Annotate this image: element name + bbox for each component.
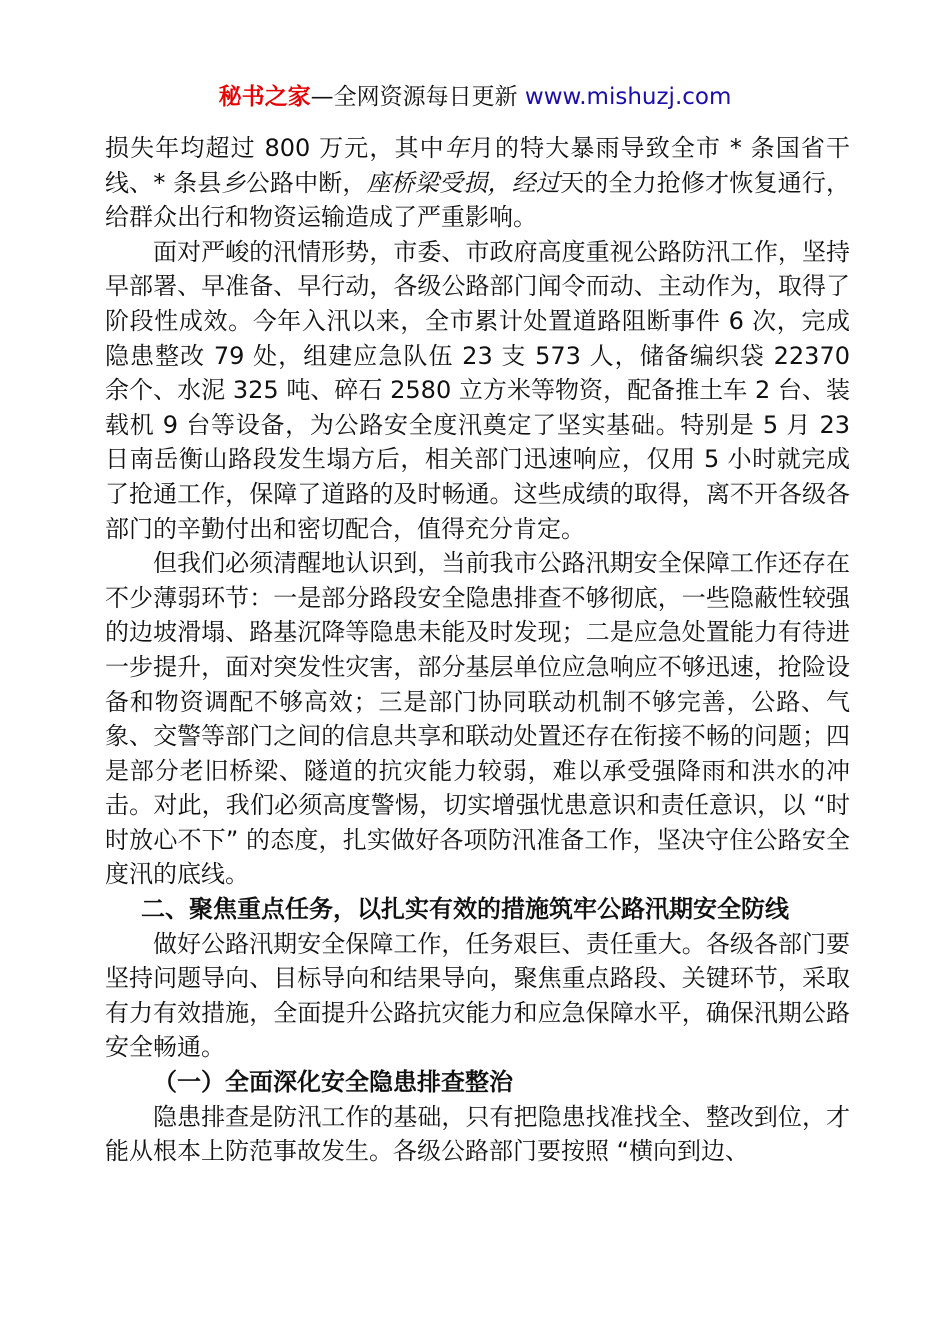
paragraph-1-italic-c: 座桥梁受损，经过 xyxy=(366,168,561,197)
paragraph-5: 隐患排查是防汛工作的基础，只有把隐患找准找全、整改到位，才能从根本上防范事故发生。各级公路部门要按照 “横向到边、 xyxy=(105,1102,850,1166)
paragraph-1-text-c: 公路中断， xyxy=(245,168,367,197)
paragraph-4: 做好公路汛期安全保障工作，任务艰巨、责任重大。各级各部门要坚持问题导向、目标导向和结果导向，聚焦重点路段、关键环节，采取有力有效措施，全面提升公路抗灾能力和应急保障水平，确保汛期公路安全畅通。 xyxy=(105,929,850,1062)
paragraph-1-text-d: 天的全力抢修才恢复通行，给群众出行和物资运输造成了严重影响。 xyxy=(105,168,851,232)
paragraph-1-italic-a: 年 xyxy=(444,134,470,162)
paragraph-2: 面对严峻的汛情形势，市委、市政府高度重视公路防汛工作，坚持早部署、早准备、早行动，各级公路部门闻令而动、主动作为，取得了阶段性成效。今年入汛以来，全市累计处置道路阻断事件 6 次，完成隐患整改 79 处，组建应急队伍 23 支 573 人，储备编织袋 22370 余个、水泥 325 吨、碎石 2580 立方米等物资，配备推土车 2 台、装载机 9 台等设备，为公路安全度汛奠定了坚实基础。特别是 5 月 23 日南岳衡山路段发生塌方后，相关部门迅速响应，仅用 5 小时就完成了抢通工作，保障了道路的及时畅通。这些成绩的取得，离不开各级各部门的辛勤付出和密切配合，值得充分肯定。 xyxy=(105,237,850,543)
header-slogan: —全网资源每日更新 xyxy=(310,84,525,110)
section-heading-2: 二、聚焦重点任务，以扎实有效的措施筑牢公路汛期安全防线 xyxy=(141,895,789,924)
paragraph-1-text-b: 月的特大暴雨导致全市 * 条国省干线、* 条县 xyxy=(105,134,851,197)
site-url[interactable]: www.mishuzj.com xyxy=(524,84,732,110)
subsection-heading-1: （一）全面深化安全隐患排查整治 xyxy=(153,1068,513,1097)
paragraph-1-italic-b: 乡 xyxy=(221,168,246,197)
paragraph-continued xyxy=(105,131,850,235)
paragraph-3: 但我们必须清醒地认识到，当前我市公路汛期安全保障工作还存在不少薄弱环节：一是部分路段安全隐患排查不够彻底，一些隐蔽性较强的边坡滑塌、路基沉降等隐患未能及时发现；二是应急处置能力有待进一步提升，面对突发性灾害，部分基层单位应急响应不够迅速，抢险设备和物资调配不够高效；三是部门协同联动机制不够完善，公路、气象、交警等部门之间的信息共享和联动处置还存在衔接不畅的问题；四是部分老旧桥梁、隧道的抗灾能力较弱，难以承受强降雨和洪水的冲击。对此，我们必须高度警惕，切实增强忧患意识和责任意识，以 “时时放心不下” 的态度，扎实做好各项防汛准备工作，坚决守住公路安全度汛的底线。 xyxy=(105,549,850,889)
paragraph-1-text-a: 损失年均超过 800 万元，其中 xyxy=(105,134,445,162)
brand-name: 秘书之家 xyxy=(218,84,311,110)
page-header xyxy=(0,82,950,112)
document-body xyxy=(105,131,850,1169)
